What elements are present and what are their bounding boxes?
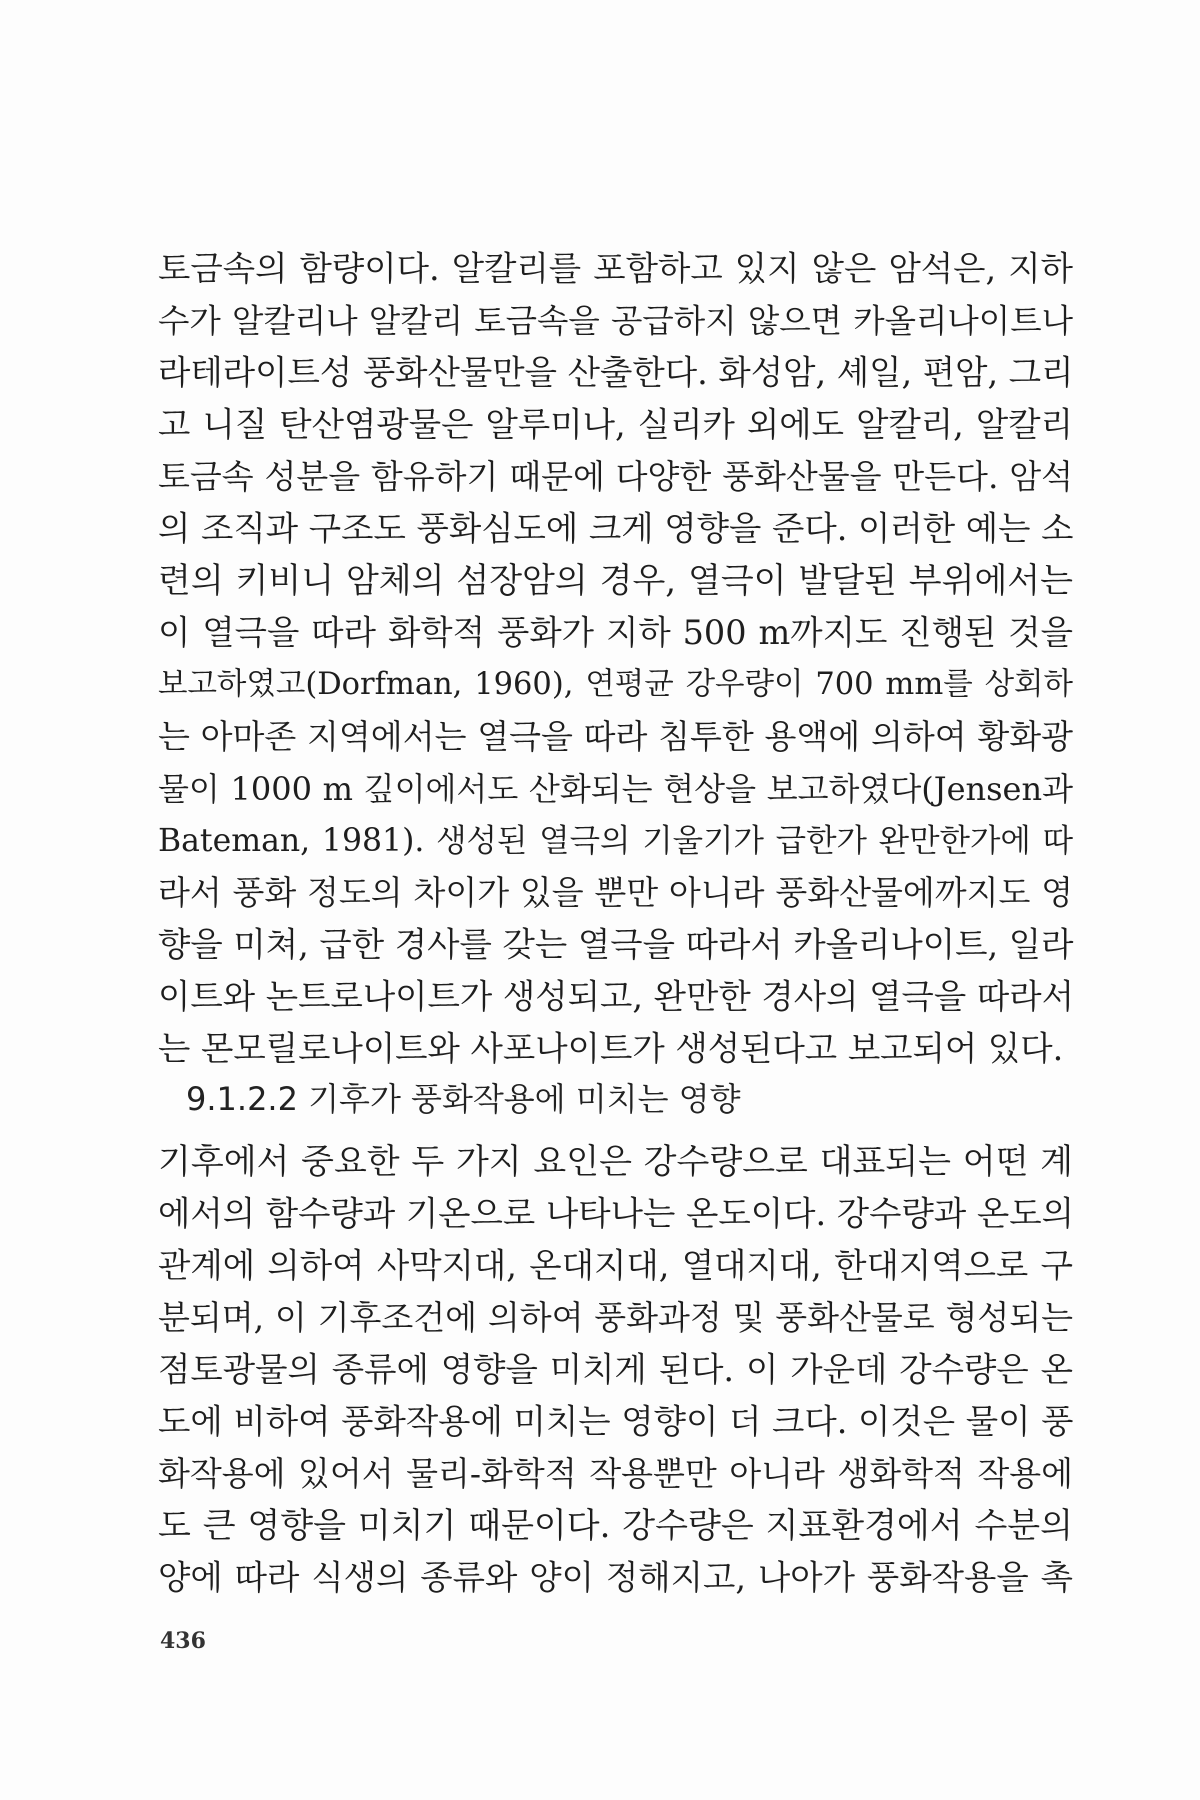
text-line: 점토광물의 종류에 영향을 미치게 된다. 이 가운데 강수량은 온 bbox=[158, 1350, 1073, 1389]
text-line: 수가 알칼리나 알칼리 토금속을 공급하지 않으면 카올리나이트나 bbox=[158, 302, 1073, 340]
text-line: 향을 미쳐, 급한 경사를 갖는 열극을 따라서 카올리나이트, 일라 bbox=[158, 925, 1074, 964]
text-line: 라서 풍화 정도의 차이가 있을 뿐만 아니라 풍화산물에까지도 영 bbox=[158, 873, 1073, 912]
text-line: 양에 따라 식생의 종류와 양이 정해지고, 나아가 풍화작용을 촉 bbox=[158, 1558, 1073, 1597]
body-paragraph-2 bbox=[158, 1136, 1073, 1604]
text-line: 도 큰 영향을 미치기 때문이다. 강수량은 지표환경에서 수분의 bbox=[158, 1506, 1073, 1546]
text-line: 분되며, 이 기후조건에 의하여 풍화과정 및 풍화산물로 형성되는 bbox=[158, 1298, 1073, 1337]
text-line: 련의 키비니 암체의 섬장암의 경우, 열극이 발달된 부위에서는 bbox=[158, 561, 1073, 601]
text-line: 의 조직과 구조도 풍화심도에 크게 영향을 준다. 이러한 예는 소 bbox=[158, 509, 1074, 548]
text-line: 는 몬모릴로나이트와 사포나이트가 생성된다고 보고되어 있다. bbox=[158, 1029, 1064, 1068]
text-line: 도에 비하여 풍화작용에 미치는 영향이 더 크다. 이것은 물이 풍 bbox=[158, 1402, 1074, 1441]
text-line: 라테라이트성 풍화산물만을 산출한다. 화성암, 셰일, 편암, 그리 bbox=[158, 353, 1074, 392]
text-line: 기후에서 중요한 두 가지 요인은 강수량으로 대표되는 어떤 계 bbox=[158, 1142, 1073, 1182]
page-number: 436 bbox=[160, 1628, 206, 1654]
text-line: 토금속 성분을 함유하기 때문에 다양한 풍화산물을 만든다. 암석 bbox=[158, 457, 1073, 496]
text-line: 에서의 함수량과 기온으로 나타나는 온도이다. 강수량과 온도의 bbox=[158, 1194, 1074, 1233]
text-line: 물이 1000 m 깊이에서도 산화되는 현상을 보고하였다(Jensen과 bbox=[158, 770, 1073, 808]
text-line: 는 아마존 지역에서는 열극을 따라 침투한 용액에 의하여 황화광 bbox=[158, 717, 1073, 756]
body-paragraph-1 bbox=[158, 243, 1073, 1075]
text-line: 이 열극을 따라 화학적 풍화가 지하 500 m까지도 진행된 것을 bbox=[158, 613, 1073, 652]
text-line: Bateman, 1981). 생성된 열극의 기울기가 급한가 완만한가에 따 bbox=[158, 823, 1073, 859]
section-heading: 9.1.2.2 기후가 풍화작용에 미치는 영향 bbox=[186, 1080, 741, 1118]
text-line: 토금속의 함량이다. 알칼리를 포함하고 있지 않은 암석은, 지하 bbox=[158, 249, 1073, 288]
text-line: 화작용에 있어서 물리-화학적 작용뿐만 아니라 생화학적 작용에 bbox=[158, 1454, 1073, 1493]
text-line: 관계에 의하여 사막지대, 온대지대, 열대지대, 한대지역으로 구 bbox=[158, 1246, 1073, 1285]
text-line: 이트와 논트로나이트가 생성되고, 완만한 경사의 열극을 따라서 bbox=[158, 977, 1074, 1016]
text-line: 보고하였고(Dorfman, 1960), 연평균 강우량이 700 mm를 상회하 bbox=[158, 667, 1073, 702]
text-line: 고 니질 탄산염광물은 알루미나, 실리카 외에도 알칼리, 알칼리 bbox=[158, 405, 1073, 444]
